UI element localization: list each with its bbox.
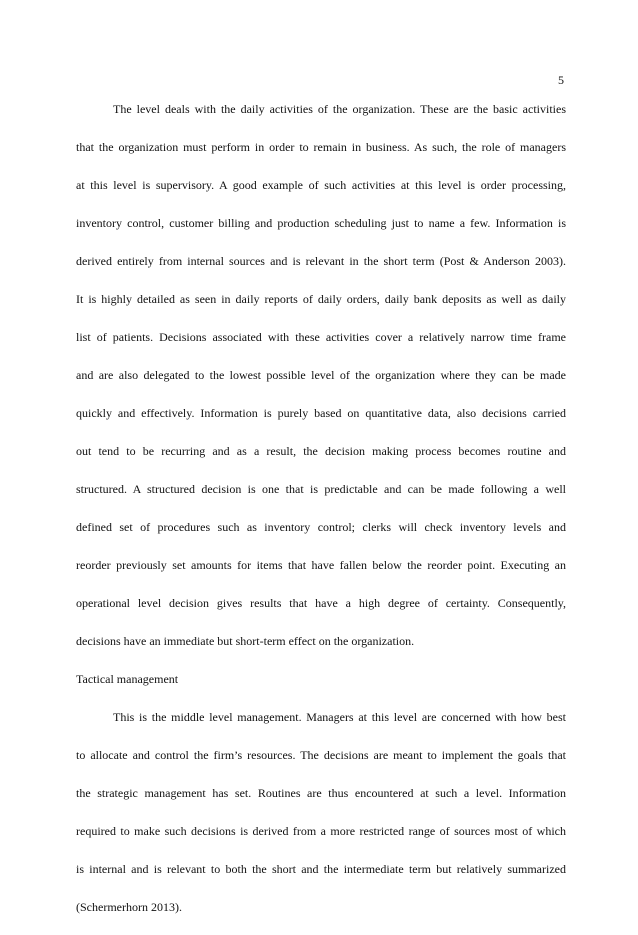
paragraph-line: at this level is supervisory. A good example of such activities at this level is order processing,	[76, 178, 566, 192]
paragraph-line: required to make such decisions is derived from a more restricted range of sources most of which	[76, 824, 566, 838]
paragraph-line: derived entirely from internal sources and is relevant in the short term (Post & Anderson 2003).	[76, 254, 566, 268]
paragraph-line: quickly and effectively. Information is purely based on quantitative data, also decisions carried	[76, 406, 566, 420]
page-number: 5	[558, 73, 564, 87]
paragraph-line: is internal and is relevant to both the short and the intermediate term but relatively summarized	[76, 862, 566, 876]
paragraph-line: structured. A structured decision is one that is predictable and can be made following a well	[76, 482, 566, 496]
paragraph-line: operational level decision gives results that have a high degree of certainty. Consequently,	[76, 596, 566, 610]
paragraph-line: the strategic management has set. Routines are thus encountered at such a level. Information	[76, 786, 566, 800]
paragraph-line: reorder previously set amounts for items that have fallen below the reorder point. Executing an	[76, 558, 566, 572]
paragraph-line: out tend to be recurring and as a result, the decision making process becomes routine and	[76, 444, 566, 458]
paragraph-line: that the organization must perform in order to remain in business. As such, the role of managers	[76, 140, 566, 154]
body-text	[76, 99, 566, 935]
paragraph-line: decisions have an immediate but short-term effect on the organization.	[76, 634, 415, 648]
paragraph-line: defined set of procedures such as inventory control; clerks will check inventory levels and	[76, 520, 566, 534]
paragraph-line: The level deals with the daily activities of the organization. These are the basic activities	[113, 102, 566, 116]
paragraph-line: and are also delegated to the lowest possible level of the organization where they can be made	[76, 368, 566, 382]
section-heading: Tactical management	[76, 672, 179, 686]
paragraph-line: list of patients. Decisions associated with these activities cover a relatively narrow time frame	[76, 330, 566, 344]
paragraph-operational-level	[76, 99, 566, 651]
paragraph-line: inventory control, customer billing and production scheduling just to name a few. Information is	[76, 216, 566, 230]
paragraph-line: (Schermerhorn 2013).	[76, 900, 182, 914]
paragraph-tactical-management	[76, 707, 566, 917]
paragraph-line: It is highly detailed as seen in daily reports of daily orders, daily bank deposits as well as daily	[76, 292, 566, 306]
paragraph-line: This is the middle level management. Managers at this level are concerned with how best	[113, 710, 566, 724]
paragraph-line: to allocate and control the firm’s resources. The decisions are meant to implement the goals that	[76, 748, 566, 762]
